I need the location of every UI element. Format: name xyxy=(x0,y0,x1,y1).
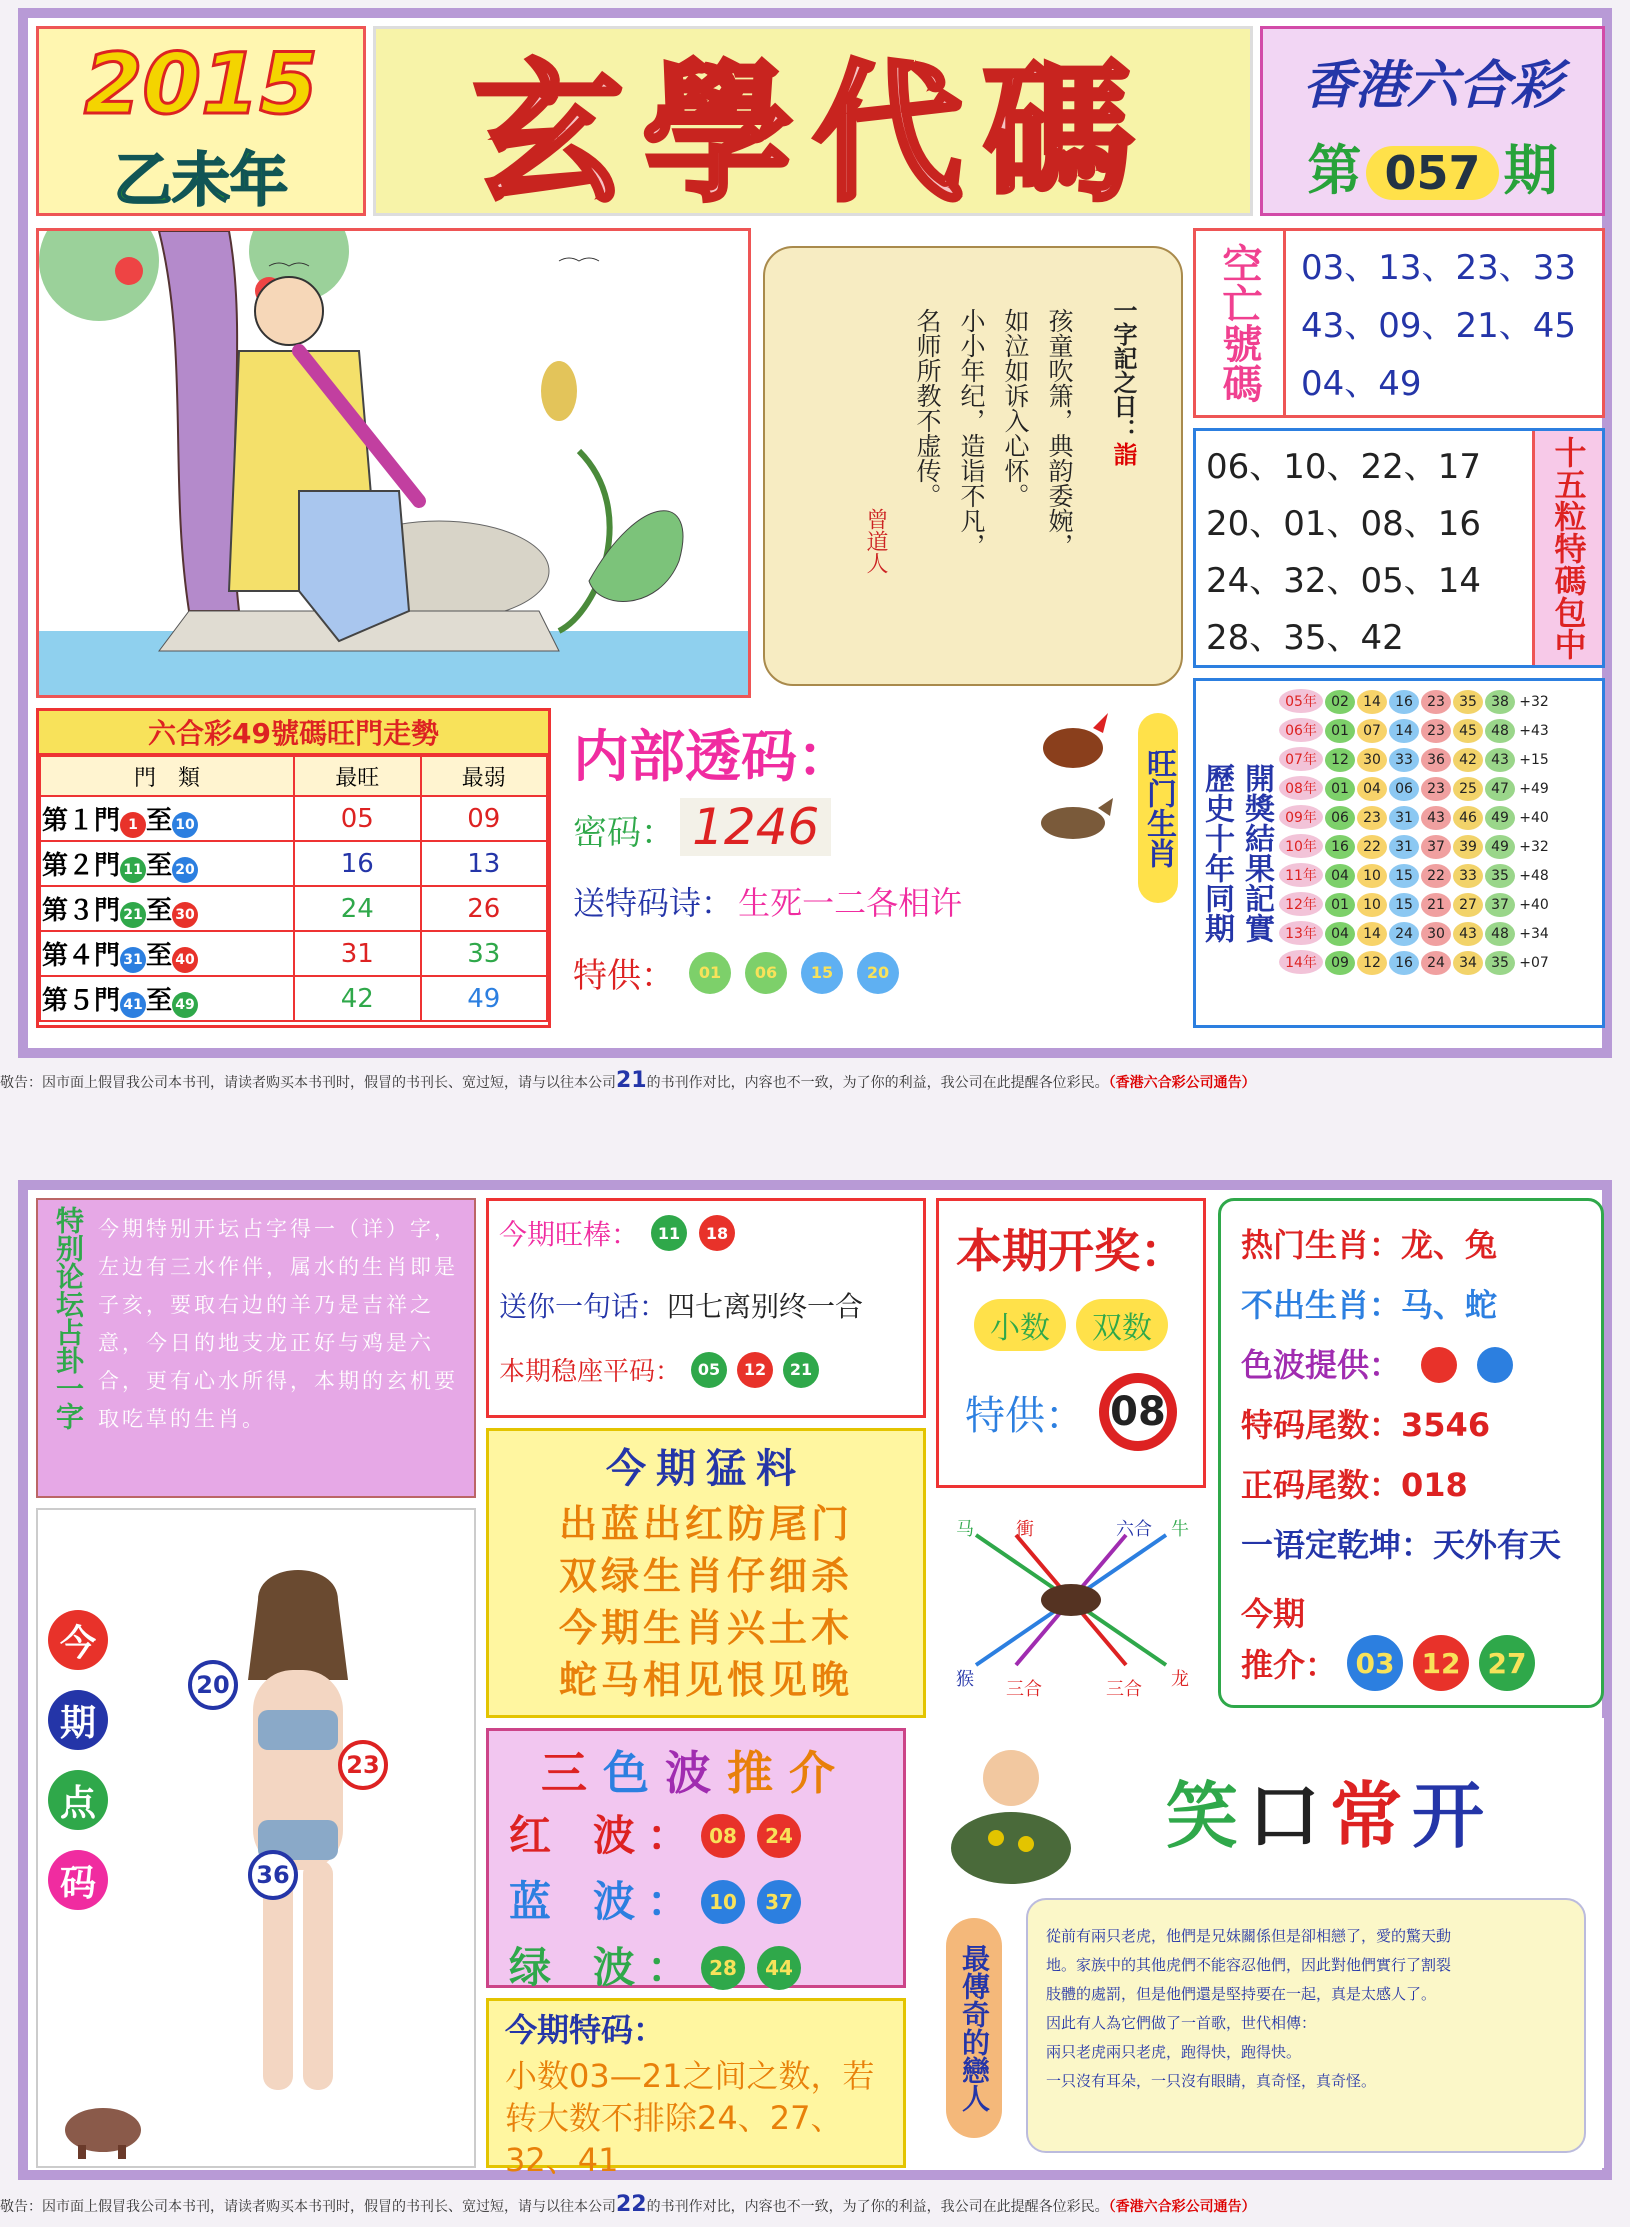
scroll-title-text: 一字記之日： xyxy=(1109,298,1137,442)
mengliao-line: 出蓝出红防尾门 xyxy=(558,1502,853,1546)
door-best: 16 xyxy=(294,841,421,886)
zhengma-wei-label: 正码尾数： xyxy=(1241,1466,1402,1504)
inside-box xyxy=(563,708,1183,1028)
history-row xyxy=(1278,919,1552,948)
buchu-label: 不出生肖： xyxy=(1241,1286,1402,1324)
dianma-ball: 23 xyxy=(338,1740,388,1790)
history-ball: 31 xyxy=(1389,806,1419,830)
history-ball: 35 xyxy=(1453,690,1483,714)
history-ball: 01 xyxy=(1325,719,1355,743)
xiao-char: 笑 xyxy=(1166,1774,1249,1858)
door-from: 21 xyxy=(120,902,146,928)
blue-wave-ball: 37 xyxy=(757,1880,801,1924)
warning-top xyxy=(0,1068,1630,1093)
warning-num: 22 xyxy=(616,2192,647,2217)
history-ball: 16 xyxy=(1389,951,1419,975)
story-line: 一只沒有耳朵，一只沒有眼睛，真奇怪，真奇怪。 xyxy=(1046,2072,1377,2090)
poem-value: 生死一二各相许 xyxy=(738,884,963,922)
kongwang-label: 空亡號碼 xyxy=(1196,231,1286,415)
blue-wave-colon: ： xyxy=(647,1877,690,1926)
kongwang-row: 43、09、21、45 xyxy=(1301,306,1577,346)
tuijie-ball: 03 xyxy=(1347,1635,1403,1691)
hot-box xyxy=(1218,1198,1604,1708)
history-row xyxy=(1278,716,1552,745)
tema-wei-value: 3546 xyxy=(1401,1406,1491,1444)
sanse-title-char: 色 xyxy=(603,1746,665,1800)
history-year: 09年 xyxy=(1279,805,1323,829)
history-ball: 16 xyxy=(1325,835,1355,859)
mengliao-line: 今期生肖兴土木 xyxy=(558,1606,853,1650)
rooster-dog-icon xyxy=(1023,708,1133,858)
money-bag-man-icon xyxy=(936,1738,1086,1888)
mengliao-box xyxy=(486,1428,926,1718)
history-special: +32 xyxy=(1517,690,1551,714)
poem-label: 送特码诗： xyxy=(573,884,734,922)
story-line: 從前有兩只老虎，他們是兄妹關係但是卻相戀了，愛的驚天動 xyxy=(1046,1927,1452,1945)
menlei-table xyxy=(39,755,548,1022)
sanse-box xyxy=(486,1728,906,1992)
brand-box xyxy=(1260,26,1605,216)
benqi-tegong-label: 特供： xyxy=(965,1392,1085,1439)
kongwang-box xyxy=(1193,228,1605,418)
pingma-ball: 05 xyxy=(691,1352,727,1388)
pw-value: 1246 xyxy=(680,798,831,856)
history-ball: 33 xyxy=(1453,864,1483,888)
red-wave-colon: ： xyxy=(647,1811,690,1860)
scroll-poem xyxy=(905,308,1081,558)
page-bottom xyxy=(18,1180,1612,2180)
dianma-char: 点 xyxy=(48,1770,108,1830)
red-dot xyxy=(1421,1347,1457,1383)
door-zhi: 至 xyxy=(146,895,173,926)
door-worst: 13 xyxy=(421,841,548,886)
story-line: 肢體的處罰，但是他們還是堅持要在一起，真是太感人了。 xyxy=(1046,1985,1437,2003)
kongwang-row: 04、49 xyxy=(1301,364,1422,404)
dianma-ball: 20 xyxy=(188,1660,238,1710)
door-zhi: 至 xyxy=(146,985,173,1016)
history-ball: 23 xyxy=(1421,719,1451,743)
blue-wave-label: 蓝 波 xyxy=(509,1877,636,1926)
poem-line: 孩童吹箫，典韵委婉， xyxy=(1045,308,1074,558)
warning-text2: 的书刊作对比，内容也不一致，为了你的利益，我公司在此提醒各位彩民。 xyxy=(646,1075,1109,1091)
shiwu-row: 06、10、22、17 xyxy=(1206,447,1482,487)
history-ball: 43 xyxy=(1485,748,1515,772)
history-row xyxy=(1278,861,1552,890)
menlei-box xyxy=(36,708,551,1028)
history-ball: 10 xyxy=(1357,893,1387,917)
door-to: 49 xyxy=(172,992,198,1018)
history-ball: 27 xyxy=(1453,893,1483,917)
history-year: 14年 xyxy=(1279,950,1323,974)
history-special: +07 xyxy=(1517,951,1551,975)
tuijie-a: 今期 xyxy=(1241,1595,1306,1633)
buchu-value: 马、蛇 xyxy=(1401,1286,1498,1324)
door-best: 05 xyxy=(294,796,421,841)
zhengma-wei-value: 018 xyxy=(1401,1466,1468,1504)
blue-wave-ball: 10 xyxy=(701,1880,745,1924)
col-header: 最弱 xyxy=(421,756,548,796)
history-year: 11年 xyxy=(1279,863,1323,887)
warning-text: 敬告：因市面上假冒我公司本书刊，请读者购买本书刊时，假冒的书刊长、宽过短，请与以往本公司 xyxy=(0,2199,616,2215)
tema-box xyxy=(486,1998,906,2179)
history-ball: 21 xyxy=(1421,893,1451,917)
green-wave-ball: 28 xyxy=(701,1946,745,1990)
tegong-ball: 15 xyxy=(801,952,843,994)
title-box xyxy=(373,26,1253,222)
poem-line: 如泣如诉入心怀。 xyxy=(1001,308,1030,508)
xiao-char: 开 xyxy=(1412,1774,1495,1858)
history-ball: 43 xyxy=(1453,922,1483,946)
warning-text: 敬告：因市面上假冒我公司本书刊，请读者购买本书刊时，假冒的书刊长、宽过短，请与以往本公司 xyxy=(0,1075,616,1091)
tuijie-ball: 27 xyxy=(1479,1635,1535,1691)
sanse-title-char: 波 xyxy=(665,1746,727,1800)
door-from: 11 xyxy=(120,857,146,883)
sebo-label: 色波提供： xyxy=(1241,1346,1402,1384)
history-row xyxy=(1278,890,1552,919)
dianma-char: 码 xyxy=(48,1850,108,1910)
door-worst: 09 xyxy=(421,796,548,841)
year-name: 乙未年 xyxy=(113,146,288,214)
history-ball: 12 xyxy=(1325,748,1355,772)
history-box xyxy=(1193,678,1605,1028)
history-ball: 30 xyxy=(1357,748,1387,772)
history-year: 10年 xyxy=(1279,834,1323,858)
kongwang-row: 03、13、23、33 xyxy=(1301,248,1577,288)
history-ball: 14 xyxy=(1389,719,1419,743)
history-ball: 07 xyxy=(1357,719,1387,743)
poem-line: 小小年纪，造诣不凡， xyxy=(957,308,986,558)
history-year: 13年 xyxy=(1279,921,1323,945)
compass-label: 龙 xyxy=(1171,1669,1189,1690)
door-best: 24 xyxy=(294,886,421,931)
tegong-ball: 20 xyxy=(857,952,899,994)
compass-label: 马 xyxy=(956,1519,974,1540)
xiao-char: 常 xyxy=(1330,1774,1413,1858)
poem-line: 名师所教不虚传。 xyxy=(913,308,942,508)
mengliao-line: 双绿生肖仔细杀 xyxy=(558,1554,853,1598)
tuijie-b: 推介： xyxy=(1241,1646,1338,1684)
shiwu-row: 24、32、05、14 xyxy=(1206,561,1482,601)
history-special: +32 xyxy=(1517,835,1551,859)
red-wave-label: 红 波 xyxy=(509,1811,636,1860)
door-worst: 33 xyxy=(421,931,548,976)
history-ball: 34 xyxy=(1453,951,1483,975)
blue-dot xyxy=(1477,1347,1513,1383)
history-special: +15 xyxy=(1517,748,1551,772)
door-best: 42 xyxy=(294,976,421,1021)
mengliao-line: 蛇马相见恨见晚 xyxy=(558,1658,853,1702)
history-ball: 09 xyxy=(1325,951,1355,975)
history-ball: 04 xyxy=(1325,864,1355,888)
history-ball: 46 xyxy=(1453,806,1483,830)
dianma-box xyxy=(36,1508,476,2168)
benqi-title: 本期开奖： xyxy=(956,1224,1186,1278)
scroll-title-char: 詣 xyxy=(1109,442,1137,466)
history-year: 07年 xyxy=(1279,747,1323,771)
history-label-a: 開獎結果記實 xyxy=(1239,763,1274,943)
col-header: 最旺 xyxy=(294,756,421,796)
history-ball: 16 xyxy=(1389,690,1419,714)
benqi-ball: 08 xyxy=(1099,1373,1177,1451)
compass-label: 猴 xyxy=(956,1669,974,1690)
story-line: 兩只老虎兩只老虎，跑得快，跑得快。 xyxy=(1046,2043,1302,2061)
issue-number: 057 xyxy=(1366,146,1498,200)
history-special: +40 xyxy=(1517,893,1551,917)
door-to: 40 xyxy=(172,947,198,973)
door-name: 第４門 xyxy=(42,940,121,971)
shiwu-box xyxy=(1193,428,1605,668)
door-to: 20 xyxy=(172,857,198,883)
history-ball: 01 xyxy=(1325,893,1355,917)
xiao-box xyxy=(916,1718,1604,2168)
compass-box xyxy=(936,1495,1206,1708)
history-ball: 30 xyxy=(1421,922,1451,946)
door-zhi: 至 xyxy=(146,805,173,836)
history-ball: 35 xyxy=(1485,951,1515,975)
mengliao-title: 今期猛料 xyxy=(606,1446,806,1492)
issue-prefix: 第 xyxy=(1307,139,1362,202)
tema-wei-label: 特码尾数： xyxy=(1241,1406,1402,1444)
history-ball: 45 xyxy=(1453,719,1483,743)
history-ball: 04 xyxy=(1325,922,1355,946)
history-ball: 10 xyxy=(1357,864,1387,888)
history-year: 12年 xyxy=(1279,892,1323,916)
history-ball: 24 xyxy=(1389,922,1419,946)
history-ball: 06 xyxy=(1325,806,1355,830)
flute-boy-illustration xyxy=(36,228,751,698)
history-year: 08年 xyxy=(1279,776,1323,800)
compass-label: 牛 xyxy=(1171,1519,1189,1540)
history-row xyxy=(1278,687,1552,716)
compass-label: 三合 xyxy=(1106,1679,1142,1700)
shiwu-row: 28、35、42 xyxy=(1206,618,1404,658)
door-worst: 49 xyxy=(421,976,548,1021)
history-ball: 35 xyxy=(1485,864,1515,888)
hot-value: 龙、兔 xyxy=(1401,1226,1498,1264)
brand: 香港六合彩 xyxy=(1302,56,1563,116)
dianma-ball: 36 xyxy=(248,1850,298,1900)
history-special: +48 xyxy=(1517,864,1551,888)
warning-org: （香港六合彩公司通告） xyxy=(1108,2199,1256,2215)
door-to: 10 xyxy=(172,812,198,838)
sanse-title-char: 三 xyxy=(541,1746,603,1800)
warning-bottom xyxy=(0,2192,1630,2217)
tegong-ball: 06 xyxy=(745,952,787,994)
history-ball: 31 xyxy=(1389,835,1419,859)
history-ball: 49 xyxy=(1485,835,1515,859)
tema-text: 小数03—21之间之数，若转大数不排除24、27、32、41 xyxy=(505,2057,875,2179)
history-ball: 39 xyxy=(1453,835,1483,859)
history-ball: 47 xyxy=(1485,777,1515,801)
green-wave-colon: ： xyxy=(647,1943,690,1992)
door-name: 第３門 xyxy=(42,895,121,926)
history-ball: 14 xyxy=(1357,922,1387,946)
history-special: +34 xyxy=(1517,922,1551,946)
green-wave-ball: 44 xyxy=(757,1946,801,1990)
door-zhi: 至 xyxy=(146,940,173,971)
issue-suffix: 期 xyxy=(1503,139,1558,202)
door-to: 30 xyxy=(172,902,198,928)
history-ball: 23 xyxy=(1421,777,1451,801)
pw-label: 密码： xyxy=(573,813,675,853)
green-wave-label: 绿 波 xyxy=(509,1943,636,1992)
story-box xyxy=(1026,1898,1586,2153)
history-row xyxy=(1278,774,1552,803)
history-row xyxy=(1278,745,1552,774)
menlei-title: 六合彩49號碼旺門走勢 xyxy=(39,711,548,755)
dianma-char: 今 xyxy=(48,1610,108,1670)
door-worst: 26 xyxy=(421,886,548,931)
history-ball: 22 xyxy=(1357,835,1387,859)
story-label: 最傳奇的戀人 xyxy=(946,1918,1002,2138)
history-ball: 42 xyxy=(1453,748,1483,772)
xiao-char: 口 xyxy=(1248,1774,1331,1858)
compass-label: 六合 xyxy=(1116,1519,1152,1540)
pingma-ball: 21 xyxy=(783,1352,819,1388)
history-ball: 02 xyxy=(1325,690,1355,714)
history-ball: 23 xyxy=(1357,806,1387,830)
history-row xyxy=(1278,832,1552,861)
history-ball: 12 xyxy=(1357,951,1387,975)
history-row xyxy=(1278,803,1552,832)
inside-title: 内部透码： xyxy=(573,725,853,790)
history-special: +49 xyxy=(1517,777,1551,801)
hot-label: 热门生肖： xyxy=(1241,1226,1402,1264)
page-top xyxy=(18,8,1612,1058)
history-year: 05年 xyxy=(1279,689,1323,713)
year-box xyxy=(36,26,366,216)
shiwu-label: 十五粒特碼包中 xyxy=(1532,431,1602,665)
pig-icon xyxy=(58,2090,148,2160)
luntan-label: 特别论坛占卦一字 xyxy=(52,1206,85,1430)
shiwu-row: 20、01、08、16 xyxy=(1206,504,1482,544)
history-ball: 49 xyxy=(1485,806,1515,830)
history-ball: 33 xyxy=(1389,748,1419,772)
model-figure xyxy=(148,1560,448,2120)
door-name: 第２門 xyxy=(42,850,121,881)
history-table xyxy=(1278,687,1552,977)
yiju-label: 送你一句话： xyxy=(499,1290,668,1323)
wang-ball: 11 xyxy=(651,1215,687,1251)
history-year: 06年 xyxy=(1279,718,1323,742)
history-ball: 24 xyxy=(1421,951,1451,975)
wang-ball: 18 xyxy=(699,1215,735,1251)
year: 2015 xyxy=(84,35,318,133)
yiyu-value: 天外有天 xyxy=(1433,1526,1562,1564)
story-line: 地。家族中的其他虎們不能容忍他們，因此對他們實行了割裂 xyxy=(1046,1956,1452,1974)
tuijie-ball: 12 xyxy=(1413,1635,1469,1691)
dianma-char: 期 xyxy=(48,1690,108,1750)
history-ball: 15 xyxy=(1389,893,1419,917)
history-row xyxy=(1278,948,1552,977)
compass-label: 衝 xyxy=(1016,1519,1034,1540)
history-ball: 43 xyxy=(1421,806,1451,830)
benqi-tag: 双数 xyxy=(1076,1299,1168,1351)
red-wave-ball: 08 xyxy=(701,1814,745,1858)
warning-text2: 的书刊作对比，内容也不一致，为了你的利益，我公司在此提醒各位彩民。 xyxy=(646,2199,1109,2215)
wangmen-label: 旺门生肖 xyxy=(1138,713,1178,903)
history-special: +43 xyxy=(1517,719,1551,743)
history-label-b: 歷史十年同期 xyxy=(1199,763,1234,943)
door-name: 第５門 xyxy=(42,985,121,1016)
luntan-box xyxy=(36,1198,476,1498)
pingma-ball: 12 xyxy=(737,1352,773,1388)
history-ball: 37 xyxy=(1421,835,1451,859)
yiyu-label: 一语定乾坤： xyxy=(1241,1526,1434,1564)
sanse-title-char: 推 xyxy=(727,1746,789,1800)
benqi-box xyxy=(936,1198,1206,1488)
history-ball: 06 xyxy=(1389,777,1419,801)
history-ball: 23 xyxy=(1421,690,1451,714)
story-line: 因此有人為它們做了一首歌，世代相傳： xyxy=(1046,2014,1317,2032)
compass-diagram xyxy=(936,1495,1206,1708)
history-ball: 36 xyxy=(1421,748,1451,772)
door-name: 第１門 xyxy=(42,805,121,836)
door-best: 31 xyxy=(294,931,421,976)
history-ball: 22 xyxy=(1421,864,1451,888)
door-from: 31 xyxy=(120,947,146,973)
history-ball: 04 xyxy=(1357,777,1387,801)
scroll-signature: 曾道人 xyxy=(863,508,888,574)
poem-scroll xyxy=(763,246,1183,686)
col-header: 門 類 xyxy=(40,756,294,796)
door-from: 41 xyxy=(120,992,146,1018)
tegong-ball: 01 xyxy=(689,952,731,994)
history-ball: 14 xyxy=(1357,690,1387,714)
history-ball: 25 xyxy=(1453,777,1483,801)
history-ball: 01 xyxy=(1325,777,1355,801)
warning-num: 21 xyxy=(616,1068,647,1093)
door-from: 1 xyxy=(120,812,146,838)
history-ball: 48 xyxy=(1485,922,1515,946)
history-ball: 37 xyxy=(1485,893,1515,917)
warning-org: （香港六合彩公司通告） xyxy=(1108,1075,1256,1091)
history-ball: 48 xyxy=(1485,719,1515,743)
yiju-value: 四七离别终一合 xyxy=(667,1290,864,1323)
history-special: +40 xyxy=(1517,806,1551,830)
scroll-title xyxy=(1106,298,1141,466)
luntan-text: 今期特别开坛占字得一（详）字，左边有三水作伴，属水的生肖即是子亥，要取右边的羊乃是吉祥之意，今日的地支龙正好与鸡是六合，更有心水所得，本期的玄机要取吃草的生肖。 xyxy=(98,1217,458,1431)
history-ball: 38 xyxy=(1485,690,1515,714)
wang-box xyxy=(486,1198,926,1418)
tegong-label: 特供： xyxy=(573,956,675,996)
history-ball: 15 xyxy=(1389,864,1419,888)
flute-boy-drawing xyxy=(39,231,751,698)
door-zhi: 至 xyxy=(146,850,173,881)
wang-label: 今期旺棒： xyxy=(499,1218,640,1251)
benqi-tag: 小数 xyxy=(974,1299,1066,1351)
pingma-label: 本期稳座平码： xyxy=(499,1357,682,1387)
tema-title: 今期特码： xyxy=(505,2011,666,2049)
sanse-title-char: 介 xyxy=(789,1746,851,1800)
compass-label: 三合 xyxy=(1006,1679,1042,1700)
red-wave-ball: 24 xyxy=(757,1814,801,1858)
page-title: 玄學代碼 xyxy=(472,48,1153,222)
